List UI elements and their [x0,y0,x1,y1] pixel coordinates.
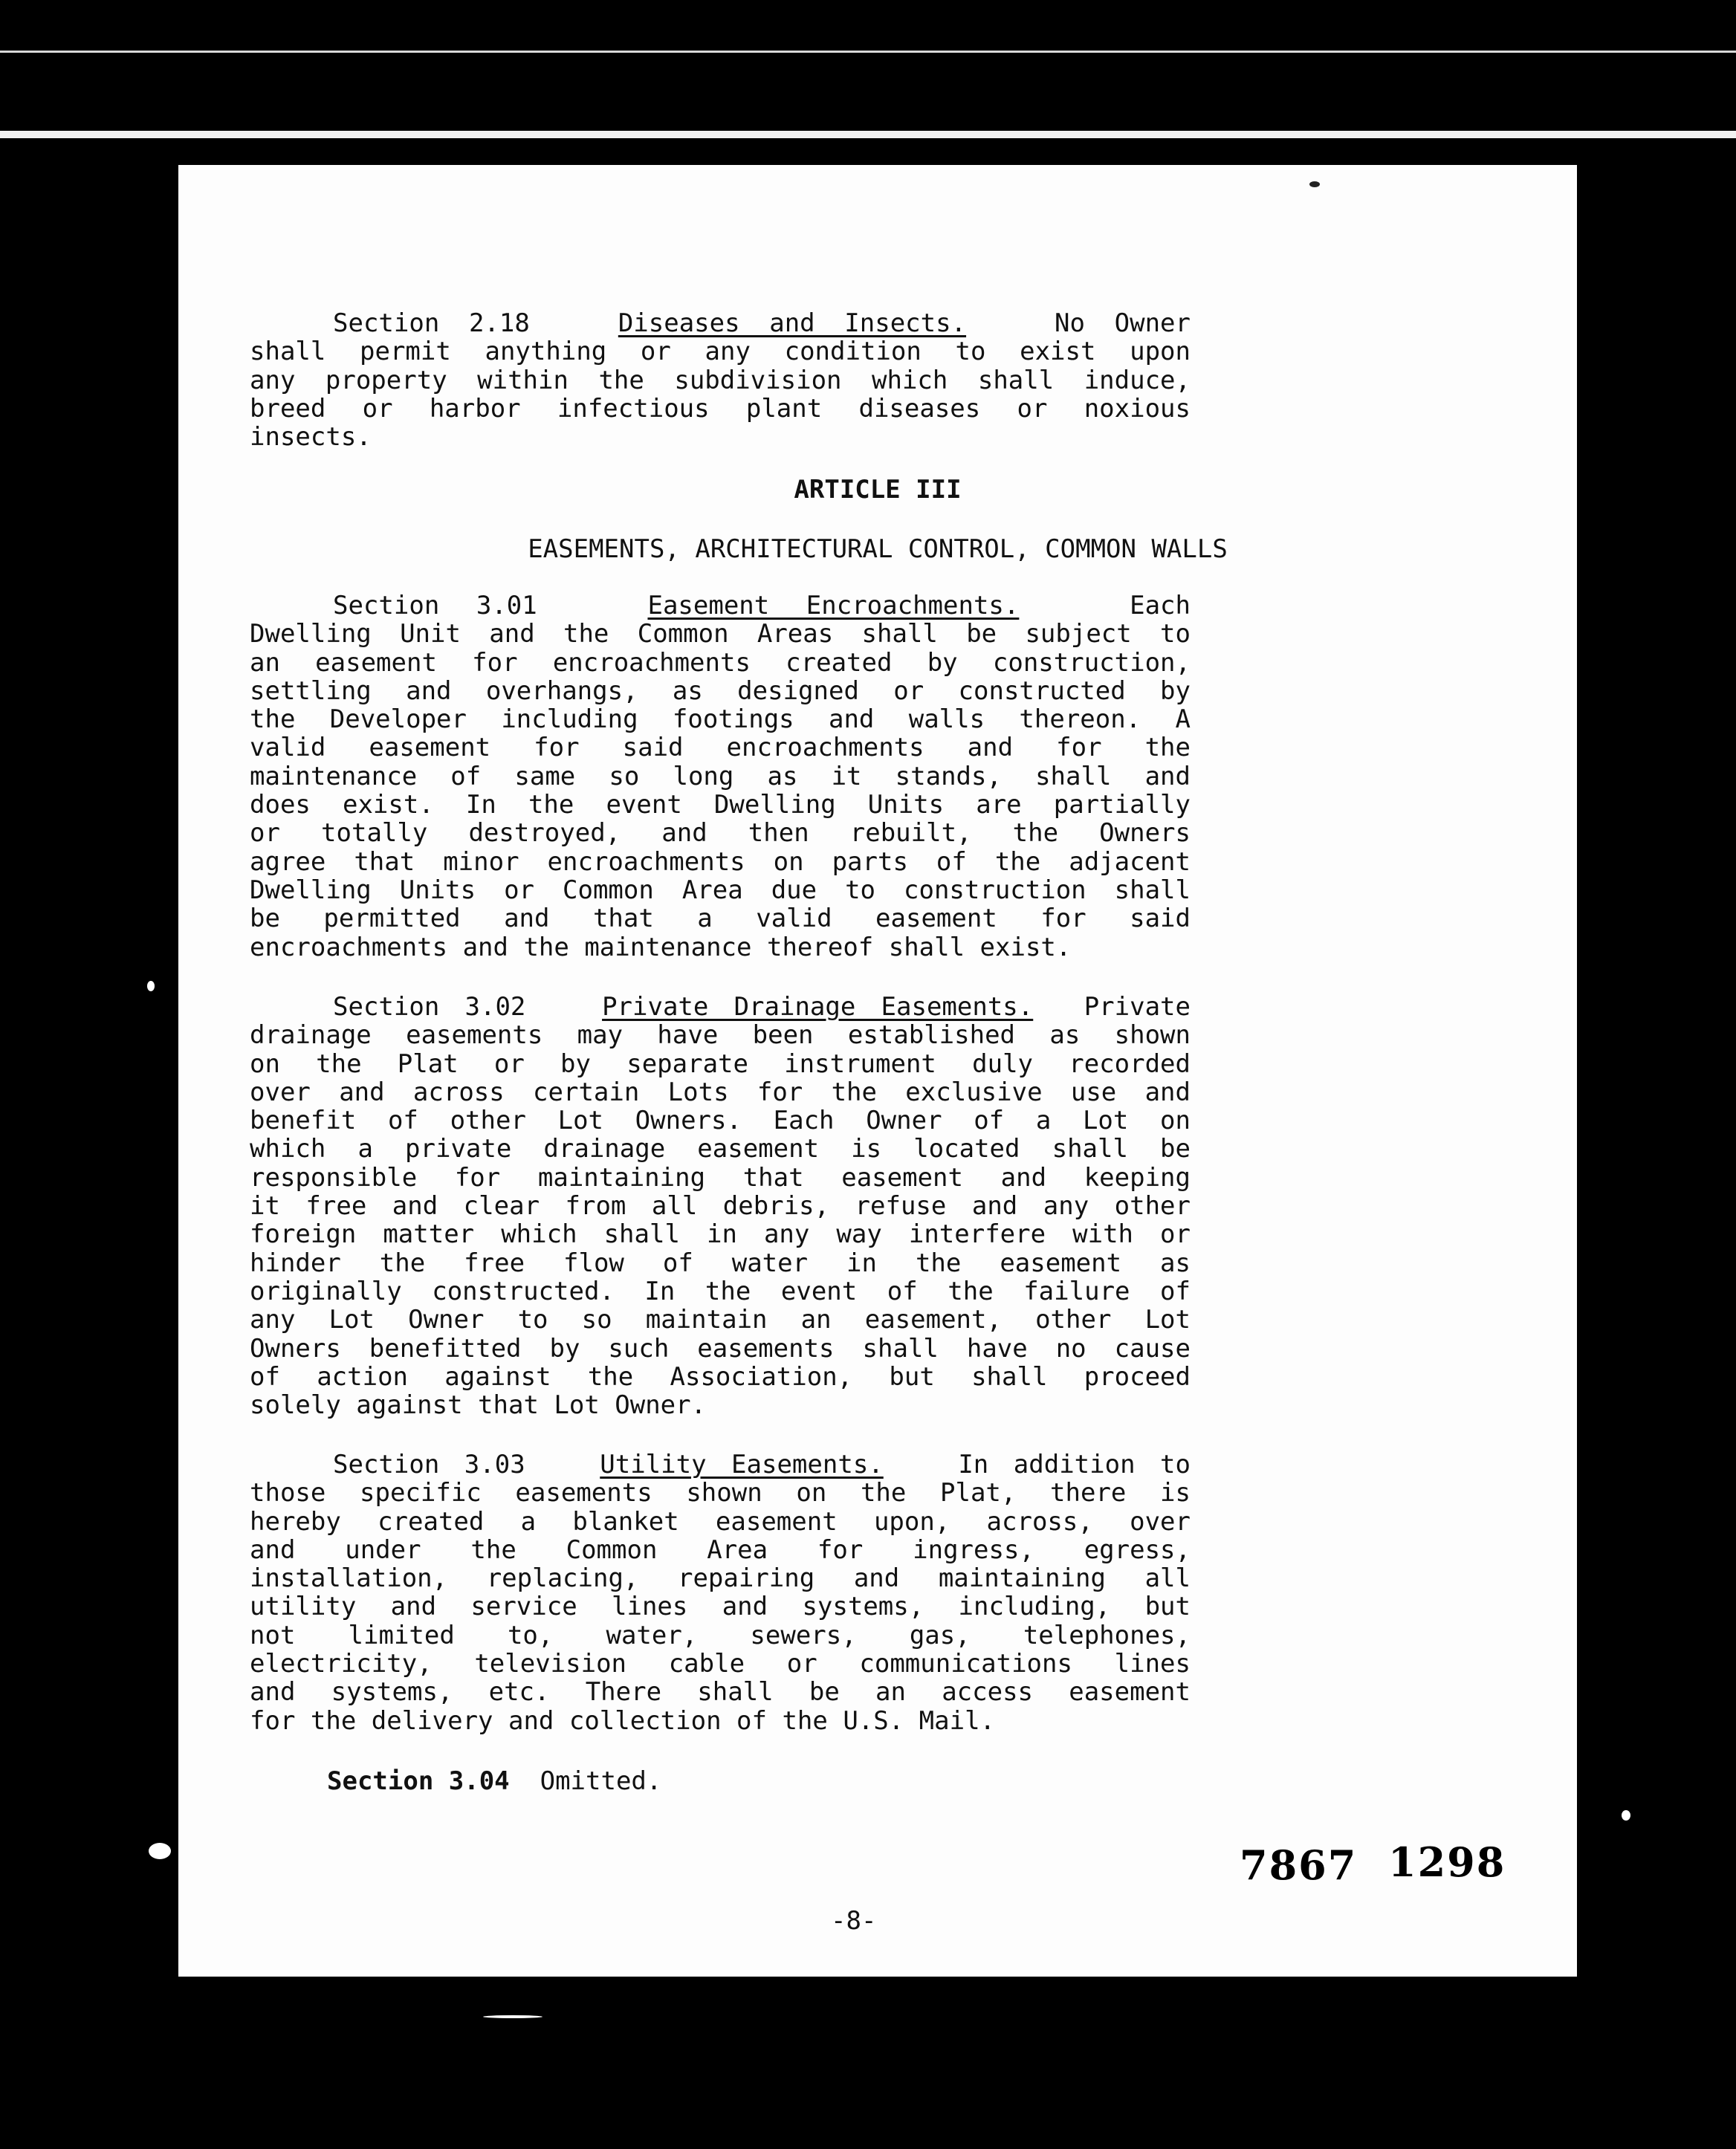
section-lead: No Owner [1055,309,1191,338]
text-line: electricity, television cable or communications lines [250,1650,1191,1679]
text-line: benefit of other Lot Owners. Each Owner of a Lot on [250,1106,1191,1135]
scan-speck [1622,1810,1630,1821]
section-title: Easement Encroachments. [647,591,1020,620]
text-line: of action against the Association, but shall proceed [250,1362,1191,1392]
text-line: any Lot Owner to so maintain an easement, other Lot [250,1306,1191,1335]
text-line: those specific easements shown on the Plat, there is [250,1479,1191,1508]
text-line: the Developer including footings and walls thereon. A [250,705,1191,734]
text-line: valid easement for said encroachments and for the [250,733,1191,762]
text-line: insects. [250,423,372,452]
section-title: Private Drainage Easements. [602,993,1034,1022]
text-line: hinder the free flow of water in the easement as [250,1248,1191,1277]
section-lead: In addition to [958,1451,1191,1479]
section-3-02-first-line [250,993,1191,1021]
page-number: -8- [831,1906,877,1936]
scan-speck [149,1843,171,1859]
scan-speck [147,981,155,991]
article-number: ARTICLE III [794,475,962,505]
section-heading: Section 3.02 [333,993,526,1022]
text-line: does exist. In the event Dwelling Units are partially [250,791,1191,820]
section-title: Utility Easements. [600,1451,884,1479]
text-line: Owners benefitted by such easements shall have no cause [250,1334,1191,1363]
recording-page-number: 1298 [1388,1838,1506,1886]
text-line: agree that minor encroachments on parts of the adjacent [250,847,1191,876]
text-line: it free and clear from all debris, refuse and any other [250,1192,1191,1221]
text-line: be permitted and that a valid easement for said [250,904,1191,933]
text-line: maintenance of same so long as it stands, shall and [250,762,1191,791]
text-line: Dwelling Unit and the Common Areas shall be subject to [250,620,1191,649]
text-line: for the delivery and collection of the U.S. Mail. [250,1706,996,1735]
text-line: drainage easements may have been established as shown [250,1021,1191,1050]
section-3-03-first-line [250,1451,1191,1479]
scan-speck [1309,181,1320,187]
section-2-18 [250,309,1191,451]
text-line: and under the Common Area for ingress, egress, [250,1535,1191,1565]
text-line: encroachments and the maintenance thereof shall exist. [250,933,1072,962]
text-line: any property within the subdivision which shall induce, [250,366,1191,395]
article-title: EASEMENTS, ARCHITECTURAL CONTROL, COMMON WALLS [528,534,1228,564]
scan-speck [483,2015,542,2018]
text-line: solely against that Lot Owner. [250,1391,707,1420]
section-heading: Section 3.03 [333,1451,525,1479]
section-3-02 [250,993,1191,1419]
section-title: Diseases and Insects. [618,309,967,338]
text-line: which a private drainage easement is located shall be [250,1135,1191,1164]
section-lead: Each [1130,591,1191,620]
section-heading: Section 3.04 [327,1766,510,1796]
section-lead: Private [1084,993,1191,1022]
text-line: and systems, etc. There shall be an access easement [250,1678,1191,1707]
section-3-01 [250,591,1191,962]
section-2-18-first-line [250,309,1191,337]
section-heading: Section 2.18 [333,309,530,338]
section-3-04 [327,1767,661,1795]
text-line: settling and overhangs, as designed or constructed by [250,676,1191,706]
section-3-01-first-line [250,591,1191,620]
text-line: breed or harbor infectious plant diseases or noxious [250,394,1191,424]
text-line: responsible for maintaining that easement and keeping [250,1163,1191,1193]
scan-border-band [0,131,1736,138]
text-line: utility and service lines and systems, including, but [250,1592,1191,1621]
text-line: or totally destroyed, and then rebuilt, the Owners [250,819,1191,848]
text-line: Dwelling Units or Common Area due to construction shall [250,875,1191,905]
text-line: shall permit anything or any condition to exist upon [250,337,1191,366]
scan-border-line [0,51,1736,53]
text-line: on the Plat or by separate instrument duly recorded [250,1049,1191,1078]
text-line: an easement for encroachments created by construction, [250,648,1191,677]
text-line: originally constructed. In the event of the failure of [250,1277,1191,1306]
section-heading: Section 3.01 [333,591,537,620]
section-3-03 [250,1451,1191,1735]
text-line: hereby created a blanket easement upon, across, over [250,1507,1191,1536]
text-line: foreign matter which shall in any way interfere with or [250,1220,1191,1249]
text-line: over and across certain Lots for the exclusive use and [250,1077,1191,1107]
text-line: installation, replacing, repairing and maintaining all [250,1564,1191,1593]
section-text: Omitted. [540,1766,662,1796]
text-line: not limited to, water, sewers, gas, telephones, [250,1621,1191,1650]
recording-book-number: 7867 [1240,1841,1358,1889]
